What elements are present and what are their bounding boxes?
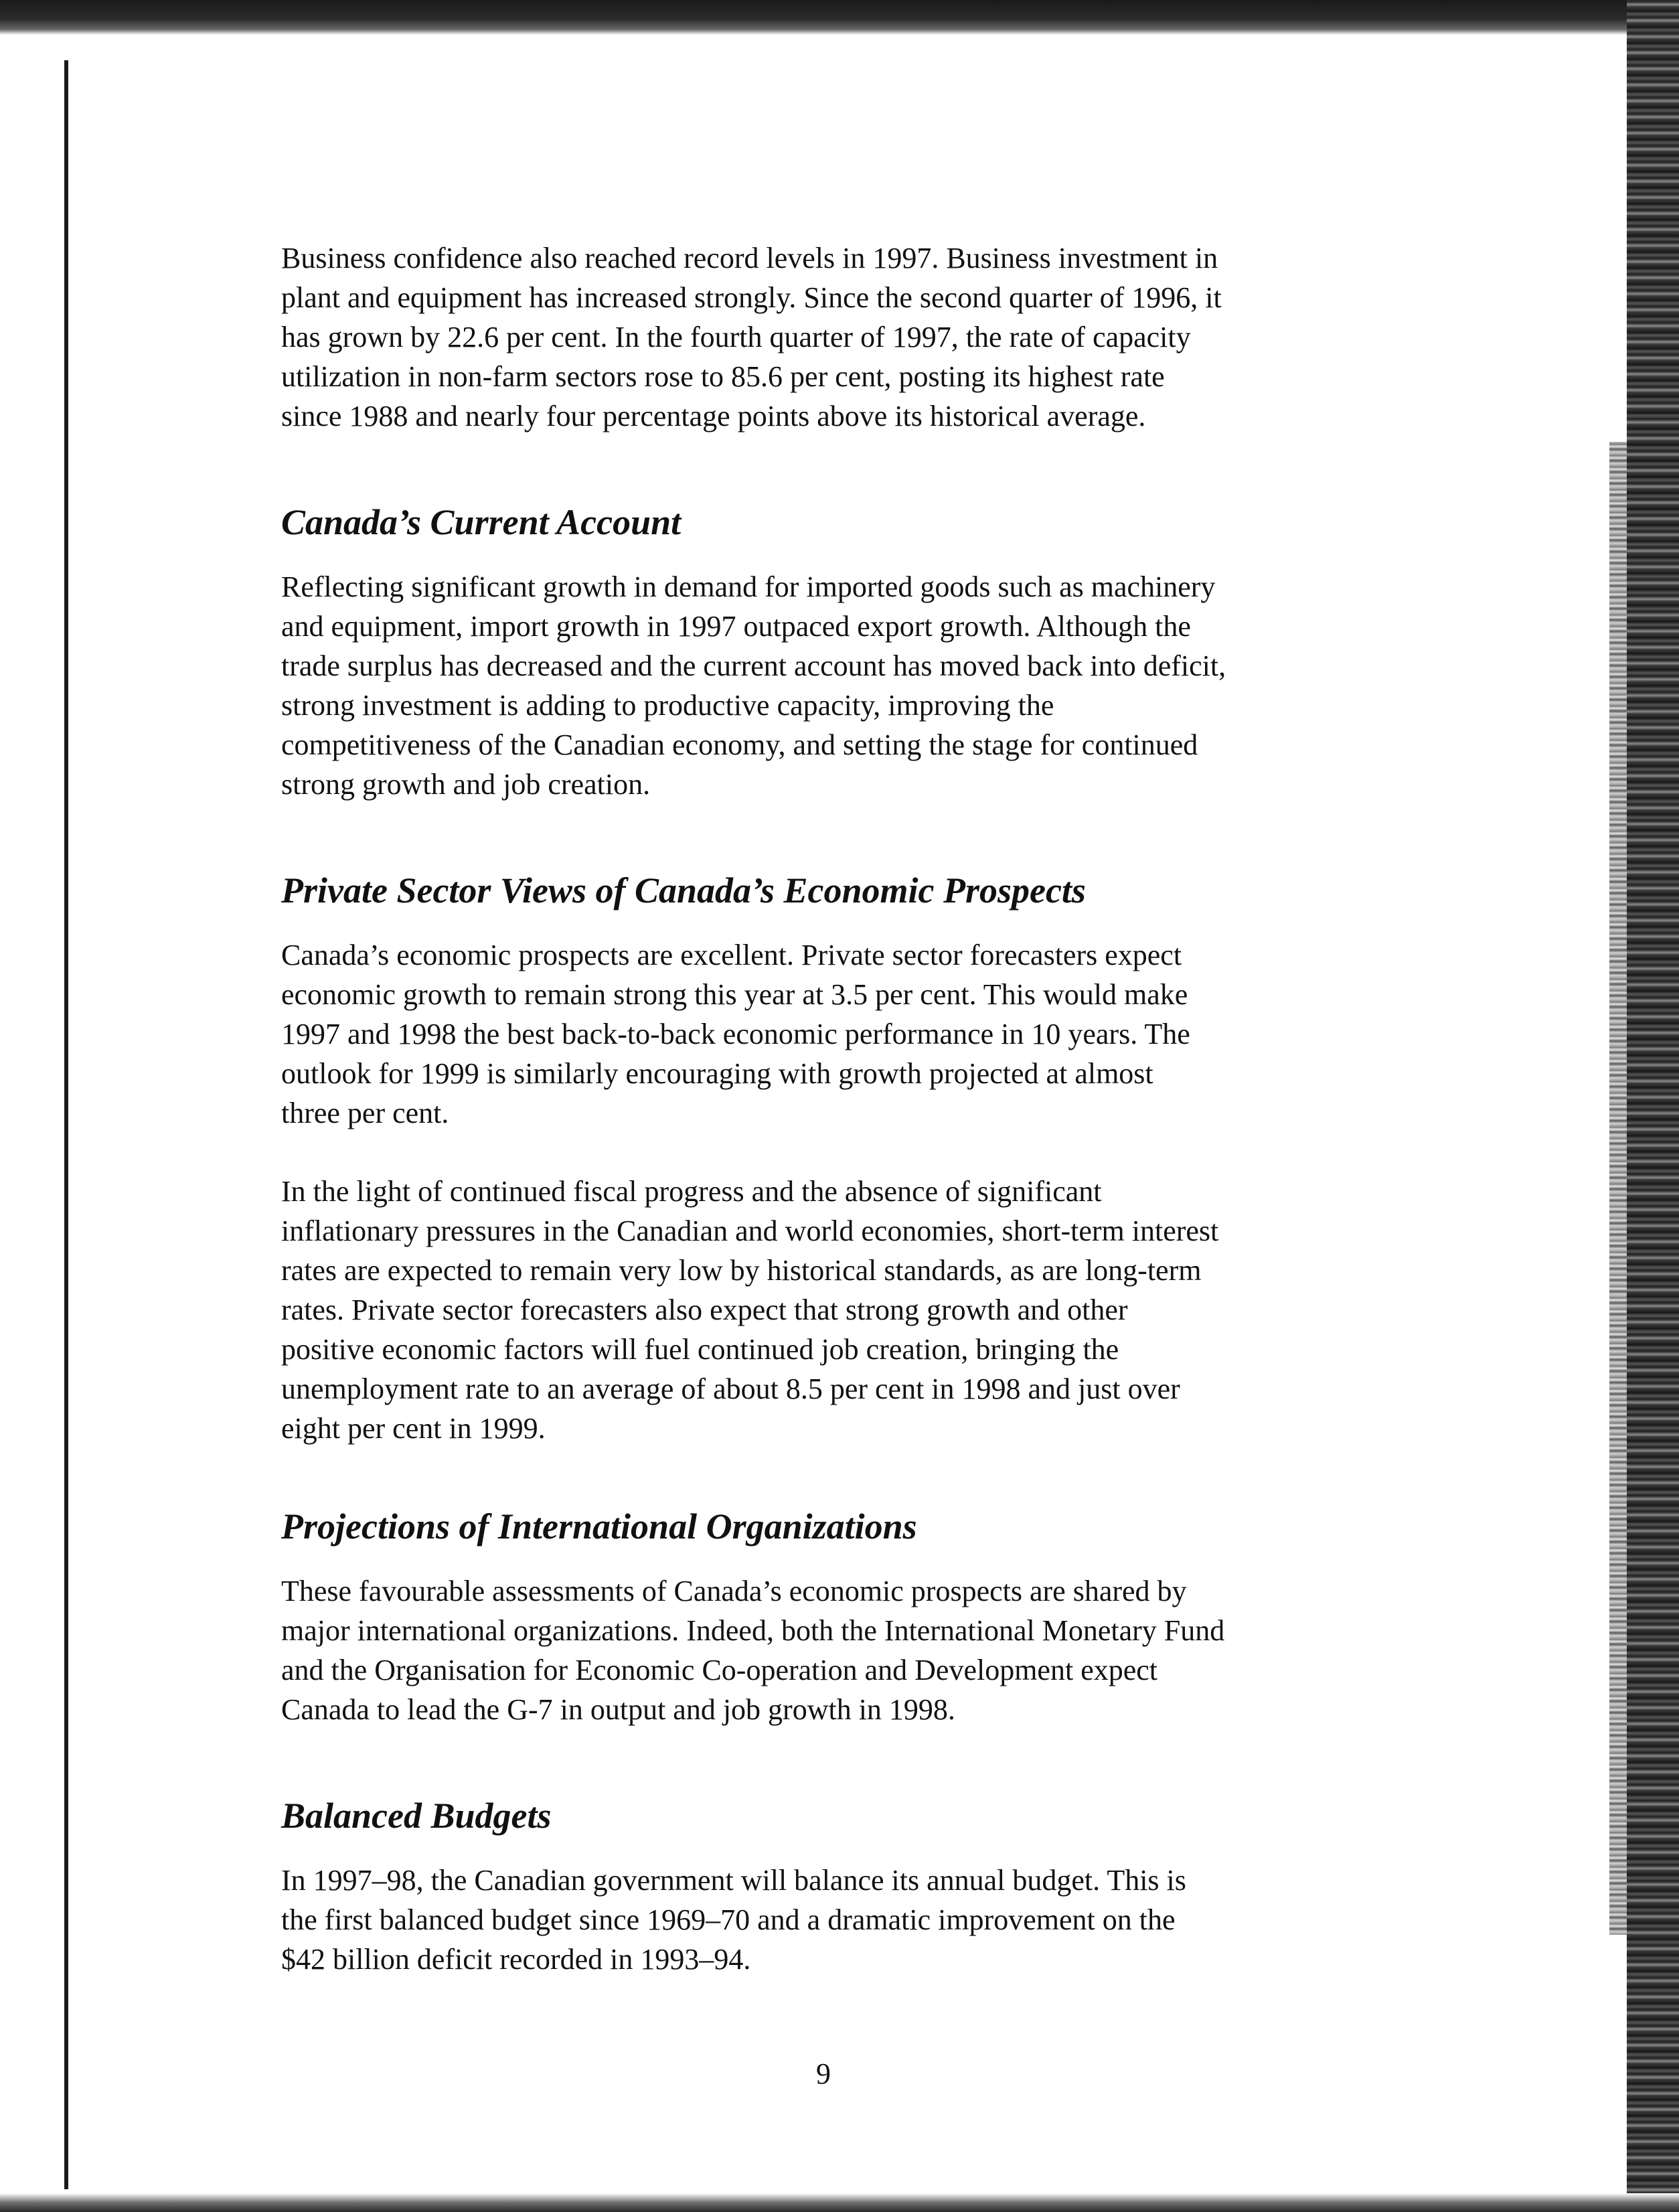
section-paragraph: Canada’s economic prospects are excellent. Private sector forecasters expect economic growth to remain strong this year at 3.5 per cent. This would make 1997 and 1998 the best back-to-back economic performance in 10 years. The outlook for 1999 is similarly encouraging with growth projected at almost three per cent. <box>281 939 1190 1129</box>
section-heading-balanced-budgets: Balanced Budgets <box>281 1796 552 1836</box>
scan-edge-texture <box>1609 442 1627 1935</box>
section-heading-current-account: Canada’s Current Account <box>281 502 682 542</box>
scan-border-bottom <box>0 2193 1679 2212</box>
section-heading-private-sector: Private Sector Views of Canada’s Economic Prospects <box>281 870 1086 911</box>
intro-paragraph: Business confidence also reached record levels in 1997. Business investment in plant and equipment has increased strongly. Since the second quarter of 1996, it has grown by 22.6 per cent. In the fourth quarter of 1997, the rate of capacity utilization in non-farm sectors rose to 85.6 per cent, posting its highest rate since 1988 and nearly four percentage points above its historical average. <box>281 242 1222 432</box>
section-paragraph: In the light of continued fiscal progress and the absence of significant inflationary pressures in the Canadian and world economies, short-term interest rates are expected to remain very low by historical standards, as are long-term rates. Private sector forecasters also expect that strong growth and other positive economic factors will fuel continued job creation, bringing the unemployment rate to an average of about 8.5 per cent in 1998 and just over eight per cent in 1999. <box>281 1175 1219 1445</box>
section-paragraph: Reflecting significant growth in demand for imported goods such as machinery and equipment, import growth in 1997 outpaced export growth. Although the trade surplus has decreased and the current account has moved back into deficit, strong investment is adding to productive capacity, improving the competitiveness of the Canadian economy, and setting the stage for continued strong growth and job creation. <box>281 570 1226 801</box>
scan-border-right <box>1627 0 1679 2212</box>
scan-border-left <box>64 60 68 2189</box>
section-paragraph: In 1997–98, the Canadian government will balance its annual budget. This is the first balanced budget since 1969–70 and a dramatic improvement on the $42 billion deficit recorded in 1993–94. <box>281 1864 1186 1976</box>
section-heading-international: Projections of International Organizations <box>281 1506 917 1547</box>
page-content <box>281 238 1419 2027</box>
scan-border-top <box>0 0 1679 35</box>
page-number: 9 <box>816 2057 831 2090</box>
section-paragraph: These favourable assessments of Canada’s economic prospects are shared by major international organizations. Indeed, both the International Monetary Fund and the Organisation for Economic Co-operation and Development expect Canada to lead the G-7 in output and job growth in 1998. <box>281 1575 1225 1726</box>
